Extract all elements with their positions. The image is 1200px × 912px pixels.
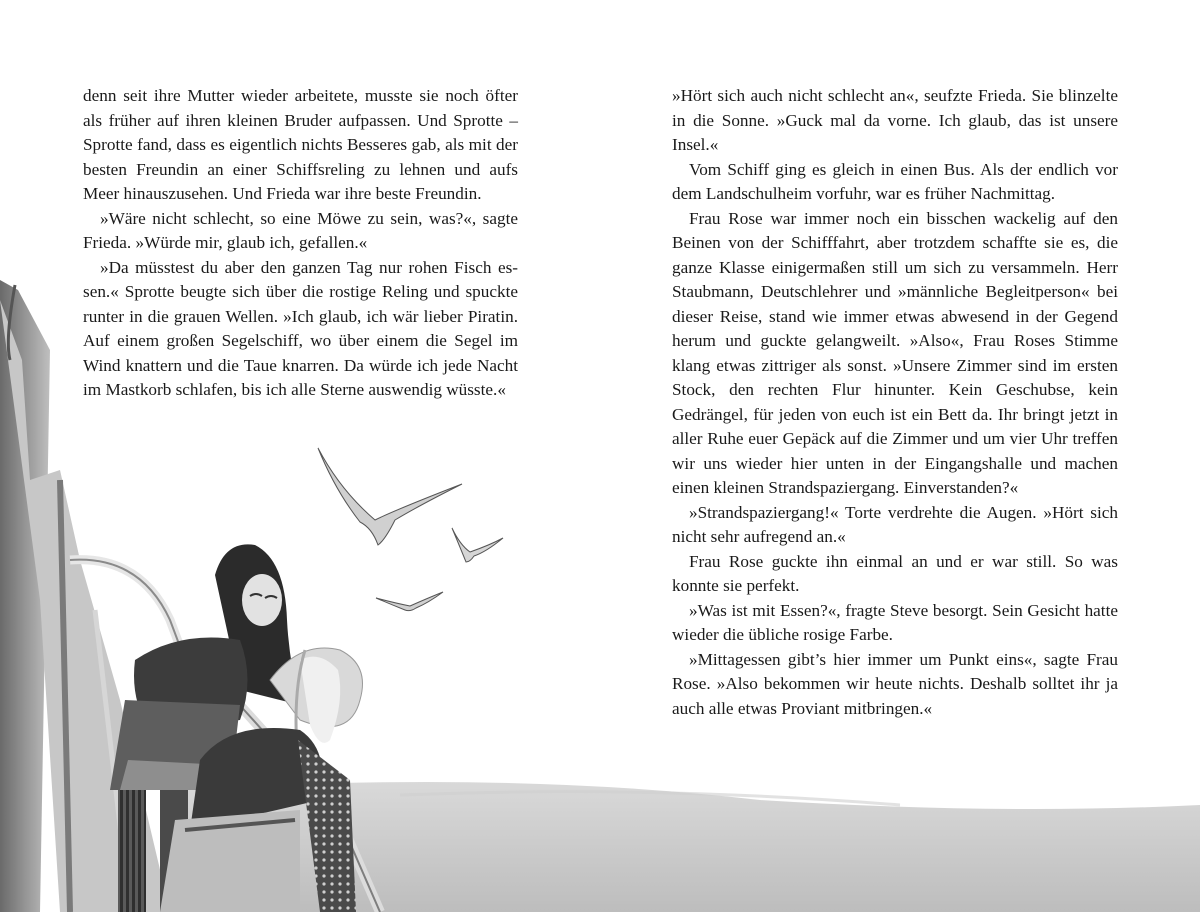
paragraph: »Was ist mit Essen?«, fragte Steve besorgt. Sein Gesicht hatte wieder die übliche rosige Farbe. bbox=[672, 600, 1118, 644]
paragraph: »Mittagessen gibt’s hier immer um Punkt eins«, sagte Frau Rose. »Also bekommen wir heute nichts. Deshalb solltet ihr ja auch alle etwas Proviant mitbringen.« bbox=[672, 649, 1118, 718]
left-page-text bbox=[83, 84, 518, 403]
right-page-text bbox=[672, 84, 1118, 721]
paragraph: denn seit ihre Mutter wieder arbeitete, musste sie noch öfter als früher auf ihren kleinen Bruder aufpassen. Und Sprotte – Sprotte fand, dass es eigentlich nichts Besseres gab, als mit der besten Freundin an einer Schiffsreling zu lehnen und aufs Meer hinauszusehen. Und Frieda war ihre beste Freundin. bbox=[83, 86, 518, 203]
paragraph: Frau Rose war immer noch ein bisschen wackelig auf den Beinen von der Schifffahrt, aber trotzdem schaffte sie es, die ganze Klasse einigermaßen still um sich zu versammeln. Herr Staubmann, Deutschlehrer und »männliche Begleitperson« bei dieser Reise, stand wie immer etwas abwesend in der Gegend herum und guckte gelangweilt. »Also«, Frau Roses Stimme klang etwas zittriger als sonst. »Unsere Zimmer sind im ersten Stock, den rechten Flur hinunter. Kein Geschubse, kein Gedrängel, für jeden von euch ist ein Bett da. Ihr bringt jetzt in aller Ruhe euer Gepäck auf die Zimmer und um vier Uhr treffen wir uns wieder hier unten in der Eingangshalle und machen einen kleinen Strandspaziergang. Einverstanden?« bbox=[672, 208, 1118, 497]
paragraph: »Da müsstest du aber den ganzen Tag nur rohen Fisch essen.« Sprotte beugte sich über die rostige Reling und spuckte runter in die grauen Wellen. »Ich glaub, ich wär lieber Piratin. Auf einem großen Segelschiff, wo über einem die Segel im Wind knattern und die Taue knarren. Da würde ich jede Nacht im Mastkorb schlafen, bis ich alle Sterne auswendig wüsste.« bbox=[83, 257, 518, 399]
paragraph: »Wäre nicht schlecht, so eine Möwe zu sein, was?«, sagte Frieda. »Würde mir, glaub ich, gefallen.« bbox=[83, 208, 518, 252]
paragraph: Frau Rose guckte ihn einmal an und er war still. So was konnte sie perfekt. bbox=[672, 551, 1118, 595]
seagull-large bbox=[318, 448, 462, 545]
paragraph: »Strandspaziergang!« Torte verdrehte die Augen. »Hört sich nicht sehr aufregend an.« bbox=[672, 502, 1118, 546]
paragraph: »Hört sich auch nicht schlecht an«, seufzte Frieda. Sie blinzelte in die Sonne. »Guck mal da vorne. Ich glaub, das ist unsere Insel.« bbox=[672, 86, 1118, 154]
seagull-small bbox=[452, 528, 503, 562]
paragraph: Vom Schiff ging es gleich in einen Bus. Als der endlich vor dem Landschulheim vorfuhr, war es früher Nachmittag. bbox=[672, 159, 1118, 203]
seagull-flying-low bbox=[376, 592, 443, 611]
